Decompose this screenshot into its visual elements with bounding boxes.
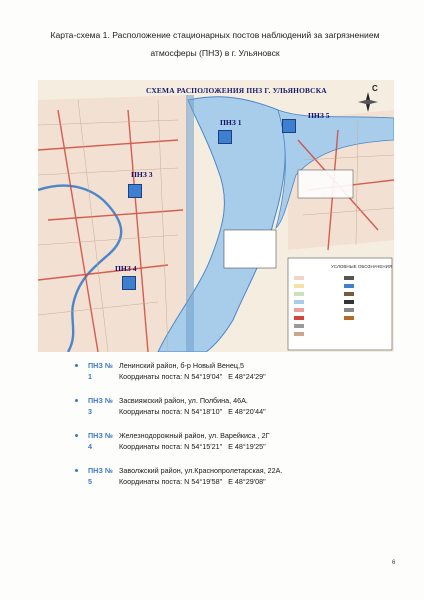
city-map	[38, 80, 394, 352]
legend-title: УСЛОВНЫЕ ОБОЗНАЧЕНИЯ	[331, 264, 393, 269]
bullet-icon	[75, 399, 78, 402]
bullet-icon	[75, 434, 78, 437]
post-coordinates: Координаты поста: N 54°19'04" E 48°24'29"	[119, 372, 266, 381]
post-marker-icon	[282, 119, 296, 133]
inset-map	[224, 230, 276, 268]
post-address: Засвияжский район, ул. Полбина, 46А.	[119, 396, 248, 405]
post-entry	[88, 430, 408, 465]
post-marker-icon	[218, 130, 232, 144]
bullet-icon	[75, 364, 78, 367]
caption-line-1: Карта-схема 1. Расположение стационарных постов наблюдений за загрязнением	[50, 30, 380, 40]
post-address: Железнодорожный район, ул. Варейкиса , 2Г	[119, 431, 270, 440]
post-entry	[88, 395, 408, 430]
post-name: ПНЗ № 5	[88, 466, 113, 486]
post-name: ПНЗ № 3	[88, 396, 113, 416]
post-label-3: ПНЗ 3	[131, 170, 153, 179]
page-number: 6	[392, 560, 396, 566]
post-label-5: ПНЗ 5	[308, 111, 330, 120]
post-list	[88, 360, 408, 500]
post-marker-icon	[122, 276, 136, 290]
post-marker-icon	[128, 184, 142, 198]
post-label-4: ПНЗ 4	[115, 264, 137, 273]
left-urban-area	[38, 95, 188, 352]
inset-map-2	[298, 170, 353, 198]
map-drawing	[38, 80, 394, 352]
post-label-1: ПНЗ 1	[220, 118, 242, 127]
caption-line-2: атмосферы (ПНЗ) в г. Ульяновск	[150, 48, 280, 58]
post-name: ПНЗ № 1	[88, 361, 113, 381]
post-coordinates: Координаты поста: N 54°15'21" E 48°19'25"	[119, 442, 266, 451]
post-entry	[88, 465, 408, 500]
atlas-fold	[186, 95, 194, 352]
bullet-icon	[75, 469, 78, 472]
post-address: Заволжский район, ул.Краснопролетарская, 22А.	[119, 466, 283, 475]
post-coordinates: Координаты поста: N 54°18'10" E 48°20'44"	[119, 407, 266, 416]
post-address: Ленинский район, б-р Новый Венец,5	[119, 361, 244, 370]
map-title: СХЕМА РАСПОЛОЖЕНИЯ ПНЗ Г. УЛЬЯНОВСКА	[146, 86, 327, 95]
post-coordinates: Координаты поста: N 54°19'58" E 48°29'08"	[119, 477, 266, 486]
compass-north-label: С	[372, 84, 378, 93]
post-entry	[88, 360, 408, 395]
map-caption	[40, 26, 390, 62]
post-name: ПНЗ № 4	[88, 431, 113, 451]
